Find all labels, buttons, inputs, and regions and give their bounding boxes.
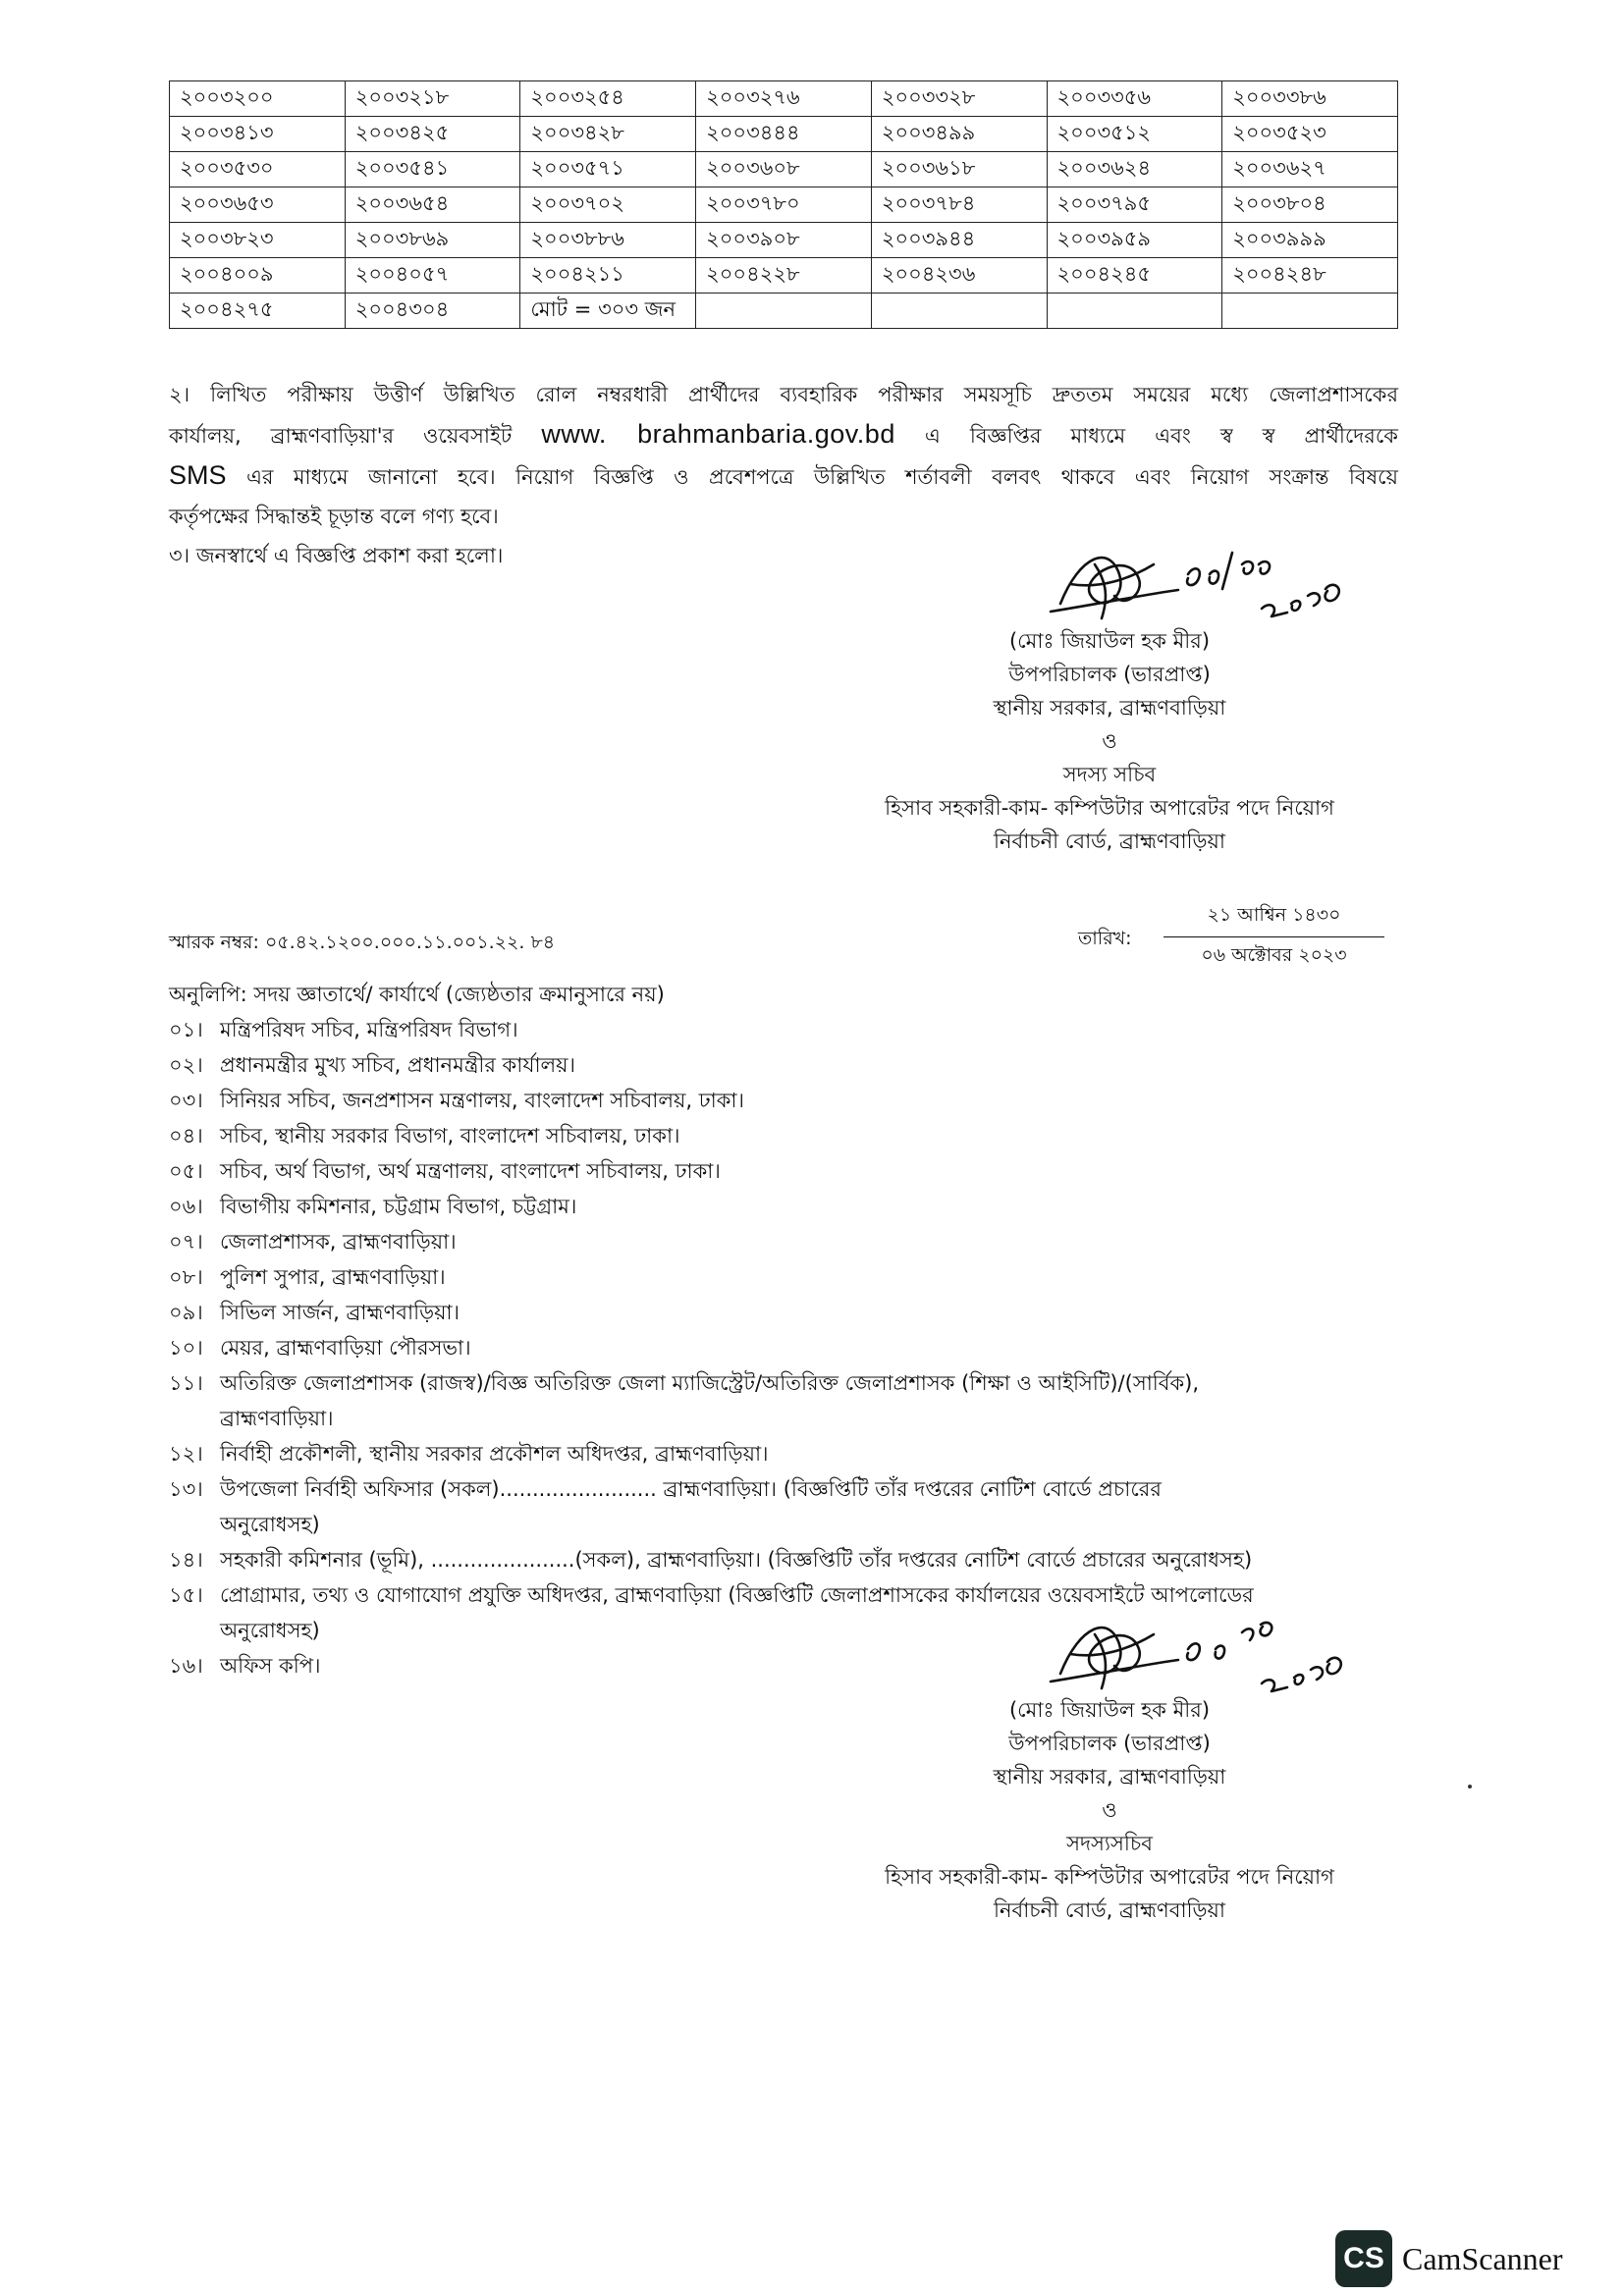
table-cell: ২০০৩২৫৪	[520, 81, 696, 117]
table-cell: ২০০৩৫৭১	[520, 152, 696, 187]
table-cell: ২০০৩৮৮৬	[520, 223, 696, 258]
table-cell: ২০০৩৯৪৪	[871, 223, 1047, 258]
table-cell: ২০০৩২০০	[170, 81, 346, 117]
camscanner-watermark	[1335, 2230, 1563, 2287]
table-row	[170, 294, 1398, 329]
table-row	[170, 117, 1398, 152]
list-item-number: ০৮।	[169, 1265, 203, 1289]
list-item-text: বিভাগীয় কমিশনার, চট্টগ্রাম বিভাগ, চট্টগ্রাম।	[220, 1195, 577, 1218]
table-cell: ২০০৩৪৯৯	[871, 117, 1047, 152]
paragraph-2-line-4: কর্তৃপক্ষের সিদ্ধান্তই চূড়ান্ত বলে গণ্য হবে।	[169, 505, 499, 528]
signatory-and: ও	[1102, 1798, 1117, 1822]
list-item	[169, 1189, 1396, 1224]
list-item-number: ১২।	[169, 1442, 203, 1466]
signatory-name: (মোঃ জিয়াউল হক মীর)	[1008, 1698, 1211, 1722]
table-cell	[871, 294, 1047, 329]
date-bangla: ২১ আশ্বিন ১৪৩০	[1163, 901, 1384, 937]
list-item-text: প্রোগ্রামার, তথ্য ও যোগাযোগ প্রযুক্তি অধিদপ্তর, ব্রাহ্মণবাড়িয়া (বিজ্ঞপ্তিটি জেলাপ্রশাসকের কার্যালয়ের ওয়েবসাইটে আপলোডের	[220, 1583, 1254, 1607]
table-cell: ২০০৩৪৪৪	[696, 117, 872, 152]
list-item-number: ০৯।	[169, 1301, 203, 1324]
table-cell: ২০০৩৬২৪	[1047, 152, 1222, 187]
table-cell: ২০০৩৭০২	[520, 187, 696, 223]
list-item-continuation: অনুরোধসহ)	[220, 1619, 320, 1642]
list-item-text: নির্বাহী প্রকৌশলী, স্থানীয় সরকার প্রকৌশল অধিদপ্তর, ব্রাহ্মণবাড়িয়া।	[220, 1442, 769, 1466]
table-cell: ২০০৪২৩৬	[871, 258, 1047, 294]
paragraph-2-line-3-post: এর মাধ্যমে জানানো হবে। নিয়োগ বিজ্ঞপ্তি ও প্রবেশপত্রে উল্লিখিত শর্তাবলী বলবৎ থাকবে এবং নিয়োগ সংক্রান্ত বিষয়ে	[245, 465, 1398, 489]
list-item-text: সচিব, অর্থ বিভাগ, অর্থ মন্ত্রণালয়, বাংলাদেশ সচিবালয়, ঢাকা।	[220, 1159, 721, 1183]
paragraph-2-line-3	[169, 455, 1398, 497]
camscanner-logo-icon: CS	[1335, 2230, 1392, 2287]
table-cell: ২০০৪২৪৫	[1047, 258, 1222, 294]
table-cell: ২০০৪২২৮	[696, 258, 872, 294]
camscanner-text: CamScanner	[1402, 2240, 1563, 2276]
signatory-office: স্থানীয় সরকার, ব্রাহ্মণবাড়িয়া	[993, 696, 1226, 720]
signatory-board-line-1: হিসাব সহকারী-কাম- কম্পিউটার অপারেটর পদে নিয়োগ	[885, 1865, 1334, 1889]
paragraph-2-line-1: ২। লিখিত পরীক্ষায় উত্তীর্ণ উল্লিখিত রোল নম্বরধারী প্রার্থীদের ব্যবহারিক পরীক্ষার সময়সূচি দ্রুততম সময়ের মধ্যে জেলাপ্রশাসকের	[169, 383, 1398, 406]
list-item-text: সহকারী কমিশনার (ভূমি), ......................(সকল), ব্রাহ্মণবাড়িয়া। (বিজ্ঞপ্তিটি তাঁর দপ্তরের নোটিশ বোর্ডে প্রচারের অনুরোধসহ)	[220, 1548, 1253, 1572]
signatory-role: সদস্যসচিব	[1066, 1832, 1153, 1855]
table-cell: ২০০৪০৫৭	[345, 258, 520, 294]
list-item-text: জেলাপ্রশাসক, ব্রাহ্মণবাড়িয়া।	[220, 1230, 457, 1254]
list-item-text: অফিস কপি।	[220, 1654, 321, 1678]
list-item	[169, 1118, 1396, 1153]
list-item-continuation: অনুরোধসহ)	[220, 1513, 320, 1536]
list-item-number: ০১।	[169, 1018, 203, 1041]
list-item-text: পুলিশ সুপার, ব্রাহ্মণবাড়িয়া।	[220, 1265, 446, 1289]
table-cell: ২০০৪২৭৫	[170, 294, 346, 329]
list-item-number: ০৩।	[169, 1089, 203, 1112]
copy-list	[169, 1012, 1396, 1683]
list-item	[169, 1012, 1396, 1047]
sms-text: SMS	[169, 460, 227, 490]
list-item	[169, 1542, 1396, 1577]
list-item-number: ১০।	[169, 1336, 203, 1360]
list-item-text: সিনিয়র সচিব, জনপ্রশাসন মন্ত্রণালয়, বাংলাদেশ সচিবালয়, ঢাকা।	[220, 1089, 745, 1112]
signatory-office: স্থানীয় সরকার, ব্রাহ্মণবাড়িয়া	[993, 1765, 1226, 1789]
table-cell: ২০০৩৩৮৬	[1222, 81, 1398, 117]
list-item-number: ১১।	[169, 1371, 203, 1395]
table-cell: ২০০৩৯৯৯	[1222, 223, 1398, 258]
memo-number: স্মারক নম্বর: ০৫.৪২.১২০০.০০০.১১.০০১.২২. ৮৪	[169, 932, 556, 953]
roll-number-table	[169, 80, 1398, 329]
list-item	[169, 1436, 1396, 1471]
table-cell: ২০০৩৬২৭	[1222, 152, 1398, 187]
list-item-number: ০২।	[169, 1053, 203, 1077]
table-cell: ২০০৩২৭৬	[696, 81, 872, 117]
table-cell: ২০০৩৮২৩	[170, 223, 346, 258]
list-item-text: সচিব, স্থানীয় সরকার বিভাগ, বাংলাদেশ সচিবালয়, ঢাকা।	[220, 1124, 680, 1148]
signature-2-image	[1041, 1605, 1375, 1698]
signatory-title: উপপরিচালক (ভারপ্রাপ্ত)	[1008, 1732, 1211, 1755]
list-item-number: ০৭।	[169, 1230, 203, 1254]
signatory-board-line-2: নির্বাচনী বোর্ড, ব্রাহ্মণবাড়িয়া	[993, 829, 1225, 853]
list-item-number: ০৪।	[169, 1124, 203, 1148]
table-cell: ২০০৩৮৬৯	[345, 223, 520, 258]
list-item	[169, 1083, 1396, 1118]
list-item-text: প্রধানমন্ত্রীর মুখ্য সচিব, প্রধানমন্ত্রীর কার্যালয়।	[220, 1053, 576, 1077]
list-item	[169, 1224, 1396, 1259]
table-cell: ২০০৩৯০৮	[696, 223, 872, 258]
list-item	[169, 1330, 1396, 1365]
signatory-title: উপপরিচালক (ভারপ্রাপ্ত)	[1008, 663, 1211, 686]
table-cell: ২০০৪৩০৪	[345, 294, 520, 329]
table-row	[170, 152, 1398, 187]
table-cell: ২০০৩৯৫৯	[1047, 223, 1222, 258]
list-item	[169, 1047, 1396, 1083]
table-cell: ২০০৪২১১	[520, 258, 696, 294]
table-cell: ২০০৩৫১২	[1047, 117, 1222, 152]
table-cell: ২০০৩৫৩০	[170, 152, 346, 187]
memo-date-label: তারিখ:	[1078, 928, 1132, 949]
table-cell: ২০০৩৪২৮	[520, 117, 696, 152]
list-item-text: অতিরিক্ত জেলাপ্রশাসক (রাজস্ব)/বিজ্ঞ অতিরিক্ত জেলা ম্যাজিস্ট্রেট/অতিরিক্ত জেলাপ্রশাসক (শিক্ষা ও আইসিটি)/(সার্বিক),	[220, 1371, 1200, 1395]
signature-block-1	[844, 624, 1375, 858]
list-item-number: ১৪।	[169, 1548, 203, 1572]
table-cell: ২০০৩২১৮	[345, 81, 520, 117]
table-cell: ২০০৩৫৪১	[345, 152, 520, 187]
table-row	[170, 187, 1398, 223]
paragraph-3: ৩। জনস্বার্থে এ বিজ্ঞপ্তি প্রকাশ করা হলো।	[169, 544, 504, 567]
table-row	[170, 81, 1398, 117]
list-item-number: ১৬।	[169, 1654, 203, 1678]
list-item-text: উপজেলা নির্বাহী অফিসার (সকল)........................ ব্রাহ্মণবাড়িয়া। (বিজ্ঞপ্তিটি তাঁর দপ্তরের নোটিশ বোর্ডে প্রচারের	[220, 1477, 1162, 1501]
table-cell: ২০০৪০০৯	[170, 258, 346, 294]
paragraph-2-line-2-pre: কার্যালয়, ব্রাহ্মণবাড়িয়া'র ওয়েবসাইট	[169, 424, 513, 448]
signatory-and: ও	[1102, 729, 1117, 753]
list-item	[169, 1295, 1396, 1330]
table-cell	[696, 294, 872, 329]
table-cell: ২০০৩৮০৪	[1222, 187, 1398, 223]
list-item-text: সিভিল সার্জন, ব্রাহ্মণবাড়িয়া।	[220, 1301, 460, 1324]
paragraph-2-line-2	[169, 414, 1398, 455]
list-item-number: ১৫।	[169, 1583, 203, 1607]
list-item-number: ০৬।	[169, 1195, 203, 1218]
table-cell: ২০০৩৪১৩	[170, 117, 346, 152]
list-item	[169, 1471, 1396, 1507]
table-cell: ২০০৩৭৯৫	[1047, 187, 1222, 223]
list-item-text: মন্ত্রিপরিষদ সচিব, মন্ত্রিপরিষদ বিভাগ।	[220, 1018, 518, 1041]
table-cell: ২০০৩৪২৫	[345, 117, 520, 152]
list-item-number: ০৫।	[169, 1159, 203, 1183]
table-row	[170, 258, 1398, 294]
signature-1-image	[1041, 535, 1375, 628]
table-cell	[1222, 294, 1398, 329]
table-cell: ২০০৪২৪৮	[1222, 258, 1398, 294]
signatory-board-line-1: হিসাব সহকারী-কাম- কম্পিউটার অপারেটর পদে নিয়োগ	[885, 796, 1334, 820]
table-cell: ২০০৩৭৮০	[696, 187, 872, 223]
list-item-continuation: ব্রাহ্মণবাড়িয়া।	[220, 1407, 334, 1430]
table-cell: ২০০৩৬৫৪	[345, 187, 520, 223]
copy-intro: অনুলিপি: সদয় জ্ঞাতার্থে/ কার্যার্থে (জ্যেষ্ঠতার ক্রমানুসারে নয়)	[169, 983, 665, 1006]
table-row	[170, 223, 1398, 258]
list-item	[169, 1153, 1396, 1189]
signatory-role: সদস্য সচিব	[1062, 763, 1157, 786]
scan-dot	[1468, 1785, 1472, 1789]
table-cell: মোট = ৩০৩ জন	[520, 294, 696, 329]
table-cell: ২০০৩৩৫৬	[1047, 81, 1222, 117]
list-item	[169, 1365, 1396, 1401]
table-cell: ২০০৩৫২৩	[1222, 117, 1398, 152]
website-url: www. brahmanbaria.gov.bd	[541, 419, 895, 449]
memo-date	[1163, 901, 1384, 973]
table-cell: ২০০৩৭৮৪	[871, 187, 1047, 223]
table-cell: ২০০৩৬৫৩	[170, 187, 346, 223]
list-item	[169, 1259, 1396, 1295]
signature-block-2	[844, 1693, 1375, 1927]
signatory-name: (মোঃ জিয়াউল হক মীর)	[1008, 629, 1211, 653]
list-item-number: ১৩।	[169, 1477, 203, 1501]
table-cell: ২০০৩৬১৮	[871, 152, 1047, 187]
date-gregorian: ০৬ অক্টোবর ২০২৩	[1201, 944, 1347, 966]
table-cell: ২০০৩৬০৮	[696, 152, 872, 187]
table-cell: ২০০৩৩২৮	[871, 81, 1047, 117]
list-item-text: মেয়র, ব্রাহ্মণবাড়িয়া পৌরসভা।	[220, 1336, 471, 1360]
paragraph-2-line-2-post: এ বিজ্ঞপ্তির মাধ্যমে এবং স্ব স্ব প্রার্থীদেরকে	[924, 424, 1398, 448]
table-cell	[1047, 294, 1222, 329]
signatory-board-line-2: নির্বাচনী বোর্ড, ব্রাহ্মণবাড়িয়া	[993, 1898, 1225, 1922]
